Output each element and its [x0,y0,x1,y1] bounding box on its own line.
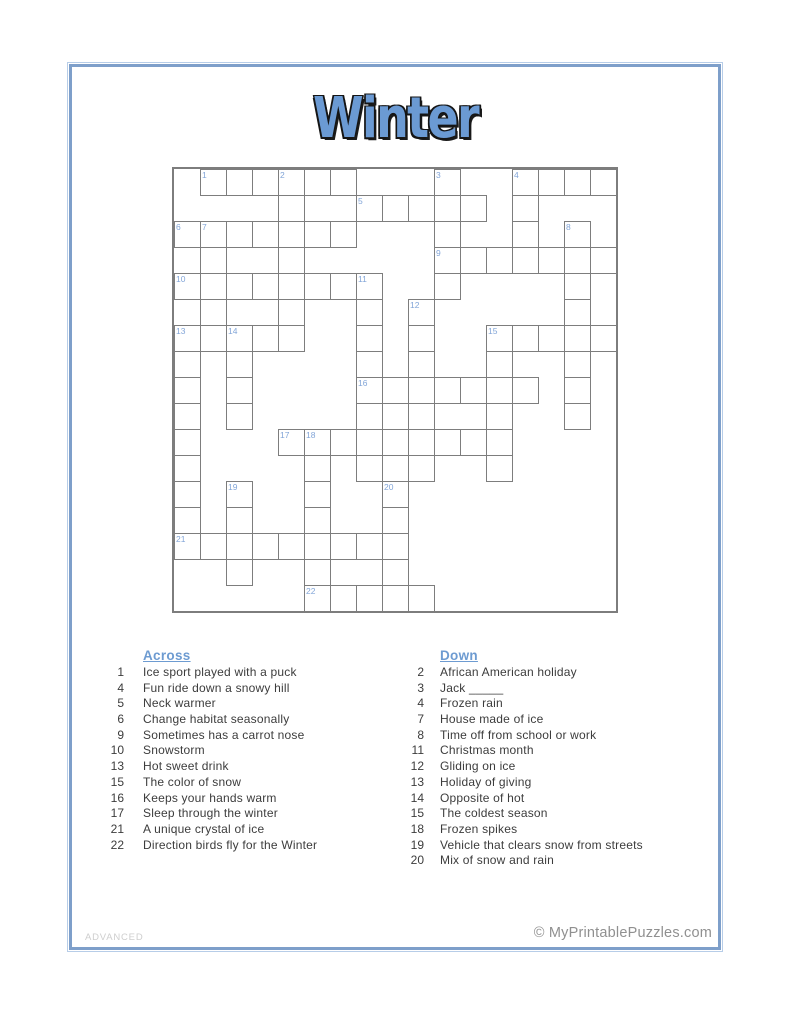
grid-cell[interactable] [486,247,513,274]
grid-cell[interactable] [486,377,513,404]
clue-item [391,791,643,807]
grid-cell[interactable] [278,299,305,326]
clue-number: 11 [358,274,367,284]
clue-item [94,728,317,744]
clue-number: 15 [488,326,498,336]
grid-cell[interactable] [408,377,435,404]
grid-cell[interactable] [356,533,383,560]
clue-item [391,806,643,822]
grid-cell[interactable] [304,507,331,534]
grid-cell[interactable] [200,299,227,326]
clue-number: 13 [176,326,186,336]
clue-number: 4 [514,170,519,180]
clue-item-text: Holiday of giving [440,774,532,789]
grid-cell[interactable] [512,247,539,274]
clue-item-number: 21 [110,821,124,836]
clue-item [94,681,317,697]
grid-cell[interactable] [356,299,383,326]
grid-cell[interactable] [174,403,201,430]
clue-item-number: 6 [117,712,124,727]
grid-cell[interactable] [434,273,461,300]
grid-cell[interactable] [226,507,253,534]
grid-cell[interactable] [356,455,383,482]
grid-cell[interactable] [564,377,591,404]
grid-cell[interactable] [174,351,201,378]
clue-item-number: 13 [410,774,424,789]
grid-cell[interactable] [200,273,227,300]
clue-number: 12 [410,300,420,310]
grid-cell[interactable] [512,325,539,352]
clue-item-text: Vehicle that clears snow from streets [440,837,643,852]
grid-cell[interactable] [434,221,461,248]
clue-item [391,838,643,854]
grid-cell[interactable] [408,351,435,378]
clue-item [94,743,317,759]
grid-cell[interactable] [434,429,461,456]
grid-cell[interactable] [408,325,435,352]
grid-cell[interactable] [486,403,513,430]
clue-item-text: Frozen spikes [440,821,518,836]
clue-item-text: Change habitat seasonally [143,712,290,727]
grid-cell[interactable] [382,559,409,586]
clue-item-number: 1 [117,665,124,679]
clue-number: 9 [436,248,441,258]
grid-cell[interactable] [564,169,591,196]
clue-item [94,806,317,822]
grid-cell[interactable] [252,169,279,196]
clue-item-text: Neck warmer [143,696,216,711]
clue-number: 19 [228,482,238,492]
grid-cell[interactable] [278,533,305,560]
clue-item [391,853,643,869]
grid-cell[interactable] [226,559,253,586]
clue-item [391,728,643,744]
clue-item-number: 11 [411,743,424,758]
grid-cell[interactable] [512,195,539,222]
grid-cell[interactable] [330,221,357,248]
clue-item [94,665,317,681]
clue-item-text: Sleep through the winter [143,806,278,821]
grid-cell[interactable] [304,169,331,196]
across-header: Across [143,648,191,663]
clue-item-number: 15 [410,806,424,821]
clue-item [94,712,317,728]
grid-cell[interactable] [330,429,357,456]
clue-number: 10 [176,274,186,284]
grid-cell[interactable] [278,221,305,248]
grid-cell[interactable] [330,533,357,560]
grid-cell[interactable] [590,247,617,274]
grid-cell[interactable] [356,325,383,352]
clue-item-text: Sometimes has a carrot nose [143,727,305,742]
clue-item-text: Jack _____ [440,680,504,695]
grid-cell[interactable] [382,533,409,560]
grid-cell[interactable] [174,455,201,482]
clue-item-text: Direction birds fly for the Winter [143,837,318,852]
grid-cell[interactable] [382,507,409,534]
clue-item-number: 5 [117,696,124,711]
grid-cell[interactable] [564,403,591,430]
clue-item-number: 19 [410,837,424,852]
clue-item-text: House made of ice [440,712,544,727]
grid-cell[interactable] [486,455,513,482]
grid-cell[interactable] [330,585,357,612]
clue-item [391,822,643,838]
grid-cell[interactable] [408,429,435,456]
clue-item-text: Hot sweet drink [143,759,229,774]
clue-item-text: The color of snow [143,774,242,789]
clue-item-number: 4 [417,696,424,711]
clue-item-number: 2 [417,665,424,679]
clue-item-number: 15 [110,774,124,789]
grid-cell[interactable] [382,429,409,456]
grid-cell[interactable] [564,247,591,274]
clue-number: 6 [176,222,181,232]
grid-cell[interactable] [460,429,487,456]
clue-item [94,838,317,854]
clue-number: 5 [358,196,363,206]
grid-cell[interactable] [304,455,331,482]
clue-item-text: African American holiday [440,665,577,679]
grid-cell[interactable] [278,247,305,274]
clue-item [391,759,643,775]
difficulty-label: ADVANCED [85,932,144,943]
grid-cell[interactable] [486,429,513,456]
clue-number: 21 [176,534,186,544]
grid-cell[interactable] [460,247,487,274]
grid-cell[interactable] [226,403,253,430]
clue-item [94,822,317,838]
grid-cell[interactable] [174,429,201,456]
clue-item-text: Fun ride down a snowy hill [143,680,290,695]
grid-cell[interactable] [226,533,253,560]
clue-item [391,712,643,728]
grid-cell[interactable] [200,247,227,274]
grid-cell[interactable] [174,377,201,404]
grid-cell[interactable] [538,325,565,352]
grid-cell[interactable] [486,351,513,378]
clue-item-text: Time off from school or work [440,727,597,742]
clue-item-number: 17 [110,806,124,821]
clue-item-text: A unique crystal of ice [143,821,265,836]
clue-number: 14 [228,326,238,336]
grid-cell[interactable] [356,585,383,612]
grid-cell[interactable] [226,221,253,248]
clue-number: 16 [358,378,368,388]
grid-cell[interactable] [174,507,201,534]
grid-cell[interactable] [200,325,227,352]
grid-cell[interactable] [226,351,253,378]
puzzle-title: Winter [313,86,478,151]
clue-item [94,696,317,712]
grid-cell[interactable] [408,455,435,482]
clue-item-number: 16 [110,790,124,805]
grid-cell[interactable] [252,273,279,300]
grid-cell[interactable] [304,481,331,508]
clue-item [391,696,643,712]
grid-cell[interactable] [382,585,409,612]
clue-item-text: Christmas month [440,743,534,758]
clue-item [391,665,643,681]
grid-cell[interactable] [512,377,539,404]
grid-cell[interactable] [408,195,435,222]
clue-item [94,775,317,791]
grid-cell[interactable] [252,533,279,560]
grid-cell[interactable] [278,325,305,352]
grid-cell[interactable] [564,351,591,378]
grid-cell[interactable] [278,273,305,300]
clue-item-number: 18 [410,821,424,836]
grid-cell[interactable] [330,273,357,300]
clue-item-text: The coldest season [440,806,548,821]
clue-item-text: Frozen rain [440,696,503,711]
clue-item-number: 7 [417,712,424,727]
clue-item-text: Gliding on ice [440,759,516,774]
clue-item-number: 14 [410,790,424,805]
grid-cell[interactable] [382,195,409,222]
clue-item-text: Ice sport played with a puck [143,665,297,679]
clue-item-number: 4 [117,680,124,695]
grid-cell[interactable] [408,403,435,430]
clue-number: 3 [436,170,441,180]
clue-item-number: 9 [117,727,124,742]
down-clue-list [391,665,643,869]
grid-cell[interactable] [304,559,331,586]
grid-cell[interactable] [226,273,253,300]
across-clue-list [94,665,317,853]
grid-cell[interactable] [538,169,565,196]
clue-item [391,681,643,697]
grid-cell[interactable] [460,377,487,404]
clue-item-number: 12 [410,759,424,774]
grid-cell[interactable] [356,429,383,456]
clue-number: 20 [384,482,394,492]
clue-item-number: 3 [417,680,424,695]
clue-item-number: 13 [110,759,124,774]
grid-cell[interactable] [278,195,305,222]
clue-item [391,775,643,791]
grid-cell[interactable] [304,221,331,248]
grid-cell[interactable] [382,377,409,404]
clue-item [94,791,317,807]
grid-cell[interactable] [330,169,357,196]
clue-number: 2 [280,170,285,180]
grid-cell[interactable] [564,299,591,326]
grid-cell[interactable] [226,377,253,404]
copyright-credit: © MyPrintablePuzzles.com [533,925,712,941]
grid-cell[interactable] [460,195,487,222]
grid-cell[interactable] [434,377,461,404]
clue-number: 8 [566,222,571,232]
grid-cell[interactable] [512,221,539,248]
clue-number: 18 [306,430,316,440]
grid-cell[interactable] [538,247,565,274]
grid-cell[interactable] [252,221,279,248]
grid-cell[interactable] [564,325,591,352]
clue-item-number: 22 [110,837,124,852]
clue-item-text: Keeps your hands warm [143,790,277,805]
grid-cell[interactable] [226,169,253,196]
crossword-grid [172,167,618,613]
clue-item-number: 10 [110,743,124,758]
clue-number: 17 [280,430,290,440]
clue-item [94,759,317,775]
grid-cell[interactable] [434,195,461,222]
clue-number: 22 [306,586,316,596]
grid-cell[interactable] [356,403,383,430]
clue-number: 7 [202,222,207,232]
clue-item-text: Mix of snow and rain [440,853,555,868]
grid-cell[interactable] [564,273,591,300]
grid-cell[interactable] [304,533,331,560]
clue-item-text: Opposite of hot [440,790,525,805]
grid-cell[interactable] [174,481,201,508]
grid-cell[interactable] [252,325,279,352]
grid-cell[interactable] [200,533,227,560]
clue-item-text: Snowstorm [143,743,205,758]
clue-number: 1 [202,170,207,180]
clue-item-number: 8 [417,727,424,742]
clue-item [391,743,643,759]
grid-cell[interactable] [590,169,617,196]
down-header: Down [440,648,478,663]
grid-cell[interactable] [304,273,331,300]
grid-cell[interactable] [356,351,383,378]
clue-item-number: 20 [410,853,424,868]
grid-cell[interactable] [590,325,617,352]
grid-cell[interactable] [408,585,435,612]
